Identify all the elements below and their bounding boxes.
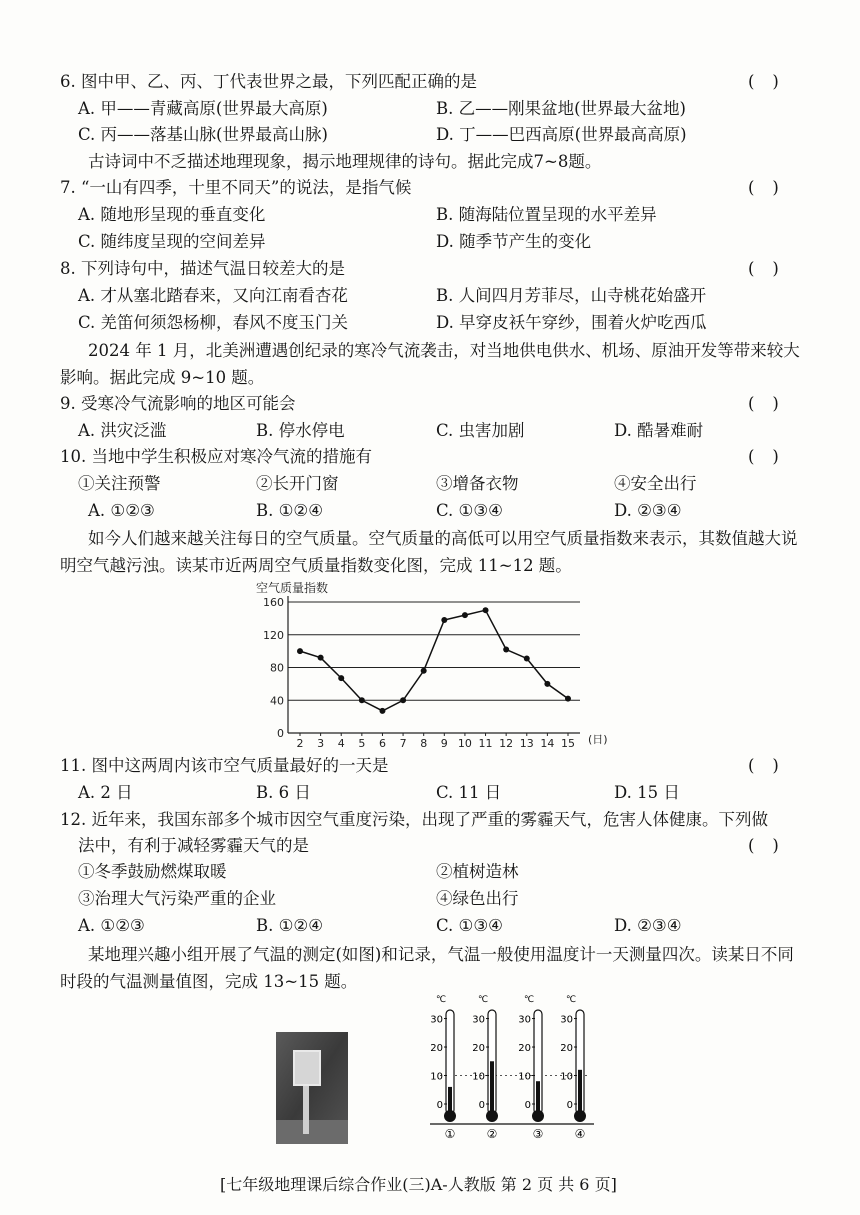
q7-stem: 7. “一山有四季，十里不同天”的说法，是指气候 xyxy=(60,178,412,197)
chart-x-tick-label: 11 xyxy=(478,737,493,750)
q6-stem: 6. 图中甲、乙、丙、丁代表世界之最，下列匹配正确的是 xyxy=(60,72,477,91)
chart-x-tick-label: 7 xyxy=(399,737,407,750)
chart-x-tick-label: 14 xyxy=(540,737,555,750)
thermometer-scale-label: 20 xyxy=(472,1043,485,1055)
q7-answer-paren: () xyxy=(748,178,797,197)
q12-option-a: A. ①②③ xyxy=(78,916,145,935)
chart-data-point xyxy=(318,655,324,661)
thermometer-scale-label: 10 xyxy=(430,1071,443,1083)
thermometer-mercury xyxy=(578,1070,582,1114)
q12-item-3: ③治理大气污染严重的企业 xyxy=(78,889,276,908)
thermometer-mercury xyxy=(490,1061,494,1114)
chart-data-point xyxy=(338,675,344,681)
q8-answer-paren: () xyxy=(748,259,797,278)
chart-data-point xyxy=(359,697,365,703)
thermometer-label: ④ xyxy=(574,1127,586,1141)
intro-11-12: 如今人们越来越关注每日的空气质量。空气质量的高低可以用空气质量指数来表示，其数值越大说明空气越污浊。读某市近两周空气质量指数变化图，完成 11~12 题。 xyxy=(60,529,798,575)
q11-option-c: C. 11 日 xyxy=(436,783,502,802)
q11-option-d: D. 15 日 xyxy=(614,783,680,802)
q10-option-c: C. ①③④ xyxy=(436,501,503,520)
thermometer-bulb xyxy=(444,1110,456,1122)
thermometer-scale-label: 0 xyxy=(436,1100,443,1111)
q10-item-3: ③增备衣物 xyxy=(436,474,519,493)
q12-option-b: B. ①②④ xyxy=(256,916,323,935)
chart-y-tick-label: 0 xyxy=(277,727,284,740)
thermometer-bulb xyxy=(532,1110,544,1122)
page-footer: [七年级地理课后综合作业(三)A-人教版 第 2 页 共 6 页] xyxy=(220,1175,617,1194)
air-quality-chart-svg xyxy=(250,580,620,750)
chart-data-point xyxy=(544,681,550,687)
chart-data-point xyxy=(483,607,489,613)
q8-option-a: A. 才从塞北踏春来，又向江南看杏花 xyxy=(78,286,348,305)
thermometer-scale-label: 20 xyxy=(560,1043,573,1055)
chart-x-tick-label: 9 xyxy=(440,737,448,750)
chart-data-point xyxy=(400,697,406,703)
q12-option-c: C. ①③④ xyxy=(436,916,503,935)
q9-option-b: B. 停水停电 xyxy=(256,421,345,440)
thermometer-scale-label: 30 xyxy=(472,1014,485,1026)
chart-x-tick-label: 4 xyxy=(337,737,345,750)
q6-option-a: A. 甲——青藏高原(世界最大高原) xyxy=(78,99,328,118)
chart-data-point xyxy=(524,655,530,661)
chart-x-tick-label: 13 xyxy=(519,737,534,750)
thermometer-label: ③ xyxy=(532,1127,544,1141)
chart-y-tick-label: 160 xyxy=(263,596,284,609)
thermometer-mercury xyxy=(448,1087,452,1114)
q6-option-b: B. 乙——刚果盆地(世界最大盆地) xyxy=(436,99,686,118)
q10-option-a: A. ①②③ xyxy=(88,501,155,520)
thermometer-scale-label: 20 xyxy=(430,1043,443,1055)
chart-x-tick-label: 6 xyxy=(378,737,386,750)
thermometer-figure-svg xyxy=(420,992,600,1142)
chart-x-tick-label: 3 xyxy=(317,737,325,750)
thermometer-scale-label: 10 xyxy=(472,1071,485,1083)
thermometer-scale-label: 30 xyxy=(560,1014,573,1026)
intro-9-10: 2024 年 1 月，北美洲遭遇创纪录的寒冷气流袭击，对当地供电供水、机场、原油开发等带来较大影响。据此完成 9~10 题。 xyxy=(60,341,800,387)
thermometer-scale-label: 20 xyxy=(518,1043,531,1055)
q11-option-b: B. 6 日 xyxy=(256,783,311,802)
thermometer-scale-label: 0 xyxy=(524,1100,531,1111)
q8-option-c: C. 羌笛何须怨杨柳，春风不度玉门关 xyxy=(78,313,349,332)
q9-answer-paren: () xyxy=(748,394,797,413)
q8-stem: 8. 下列诗句中，描述气温日较差大的是 xyxy=(60,259,345,278)
thermometer-bulb xyxy=(486,1110,498,1122)
thermometer-unit: ℃ xyxy=(478,995,489,1005)
q7-option-c: C. 随纬度呈现的空间差异 xyxy=(78,232,266,251)
q6-option-d: D. 丁——巴西高原(世界最高高原) xyxy=(436,125,687,144)
q6-answer-paren: () xyxy=(748,72,797,91)
thermometer-unit: ℃ xyxy=(524,995,535,1005)
q12-answer-paren: () xyxy=(748,836,797,855)
q7-option-a: A. 随地形呈现的垂直变化 xyxy=(78,205,266,224)
thermometer xyxy=(560,995,586,1141)
chart-x-tick-label: 15 xyxy=(561,737,575,750)
q12-stem-continued: 法中，有利于减轻雾霾天气的是 xyxy=(78,836,309,855)
q9-stem: 9. 受寒冷气流影响的地区可能会 xyxy=(60,394,296,413)
q9-option-d: D. 酷暑难耐 xyxy=(614,421,704,440)
chart-y-tick-label: 120 xyxy=(263,628,284,642)
q10-item-4: ④安全出行 xyxy=(614,474,697,493)
chart-data-point xyxy=(297,648,303,654)
q10-stem: 10. 当地中学生积极应对寒冷气流的措施有 xyxy=(60,447,372,466)
q7-option-d: D. 随季节产生的变化 xyxy=(436,232,592,251)
thermometer-bulb xyxy=(574,1110,586,1122)
thermometer-scale-label: 10 xyxy=(560,1071,573,1083)
thermometer-mercury xyxy=(536,1081,540,1114)
chart-data-point xyxy=(565,696,571,702)
q9-option-a: A. 洪灾泛滥 xyxy=(78,421,167,440)
chart-data-point xyxy=(421,668,427,674)
thermometer-label: ① xyxy=(444,1127,456,1141)
q7-option-b: B. 随海陆位置呈现的水平差异 xyxy=(436,205,657,224)
q12-item-2: ②植树造林 xyxy=(436,862,519,881)
q12-stem: 12. 近年来，我国东部多个城市因空气重度污染，出现了严重的雾霾天气，危害人体健康。下列做 xyxy=(60,810,768,829)
chart-x-tick-label: 12 xyxy=(499,737,514,750)
chart-x-tick-label: 8 xyxy=(420,737,428,750)
air-quality-chart xyxy=(250,580,620,750)
q10-item-2: ②长开门窗 xyxy=(256,474,339,493)
thermometer xyxy=(472,995,498,1141)
q10-option-b: B. ①②④ xyxy=(256,501,323,520)
chart-x-tick-label: 10 xyxy=(457,737,472,750)
intro-13-15: 某地理兴趣小组开展了气温的测定(如图)和记录，气温一般使用温度计一天测量四次。读某日不同时段的气温测量值图，完成 13~15 题。 xyxy=(60,945,794,991)
thermometer-unit: ℃ xyxy=(566,995,577,1005)
thermometer-scale-label: 0 xyxy=(478,1100,485,1111)
thermometer-label: ② xyxy=(486,1127,498,1141)
q8-option-b: B. 人间四月芳菲尽，山寺桃花始盛开 xyxy=(436,286,707,305)
thermometer xyxy=(518,995,544,1141)
q11-answer-paren: () xyxy=(748,756,797,775)
thermometer-figure xyxy=(420,992,600,1142)
thermometer-scale-label: 0 xyxy=(566,1100,573,1111)
q10-answer-paren: () xyxy=(748,447,797,466)
thermometer-scale-label: 30 xyxy=(518,1014,531,1026)
q12-item-1: ①冬季鼓励燃煤取暖 xyxy=(78,862,227,881)
chart-data-point xyxy=(441,617,447,623)
thermometer-scale-label: 30 xyxy=(430,1014,443,1026)
q11-option-a: A. 2 日 xyxy=(78,783,133,802)
chart-y-axis-label: 空气质量指数 xyxy=(256,581,329,595)
q12-option-d: D. ②③④ xyxy=(614,916,682,935)
chart-data-point xyxy=(462,612,468,618)
chart-y-tick-label: 80 xyxy=(270,661,284,675)
intro-7-8: 古诗词中不乏描述地理现象，揭示地理规律的诗句。据此完成7~8题。 xyxy=(88,152,602,171)
weather-shelter-photo xyxy=(276,1032,348,1144)
chart-data-point xyxy=(503,646,509,652)
thermometer-scale-label: 10 xyxy=(518,1071,531,1083)
q11-stem: 11. 图中这两周内该市空气质量最好的一天是 xyxy=(60,756,389,775)
q10-option-d: D. ②③④ xyxy=(614,501,682,520)
chart-x-tick-label: 5 xyxy=(358,737,366,750)
thermometer xyxy=(430,995,456,1141)
q12-item-4: ④绿色出行 xyxy=(436,889,519,908)
thermometer-unit: ℃ xyxy=(436,995,447,1005)
chart-x-axis-label: (日) xyxy=(588,733,608,746)
q6-option-c: C. 丙——落基山脉(世界最高山脉) xyxy=(78,125,328,144)
chart-y-tick-label: 40 xyxy=(270,694,284,708)
q9-option-c: C. 虫害加剧 xyxy=(436,421,525,440)
q10-item-1: ①关注预警 xyxy=(78,474,161,493)
weather-shelter-photo-image xyxy=(276,1032,348,1144)
q8-option-d: D. 早穿皮袄午穿纱，围着火炉吃西瓜 xyxy=(436,313,707,332)
chart-x-tick-label: 2 xyxy=(296,737,304,750)
chart-data-point xyxy=(379,708,385,714)
